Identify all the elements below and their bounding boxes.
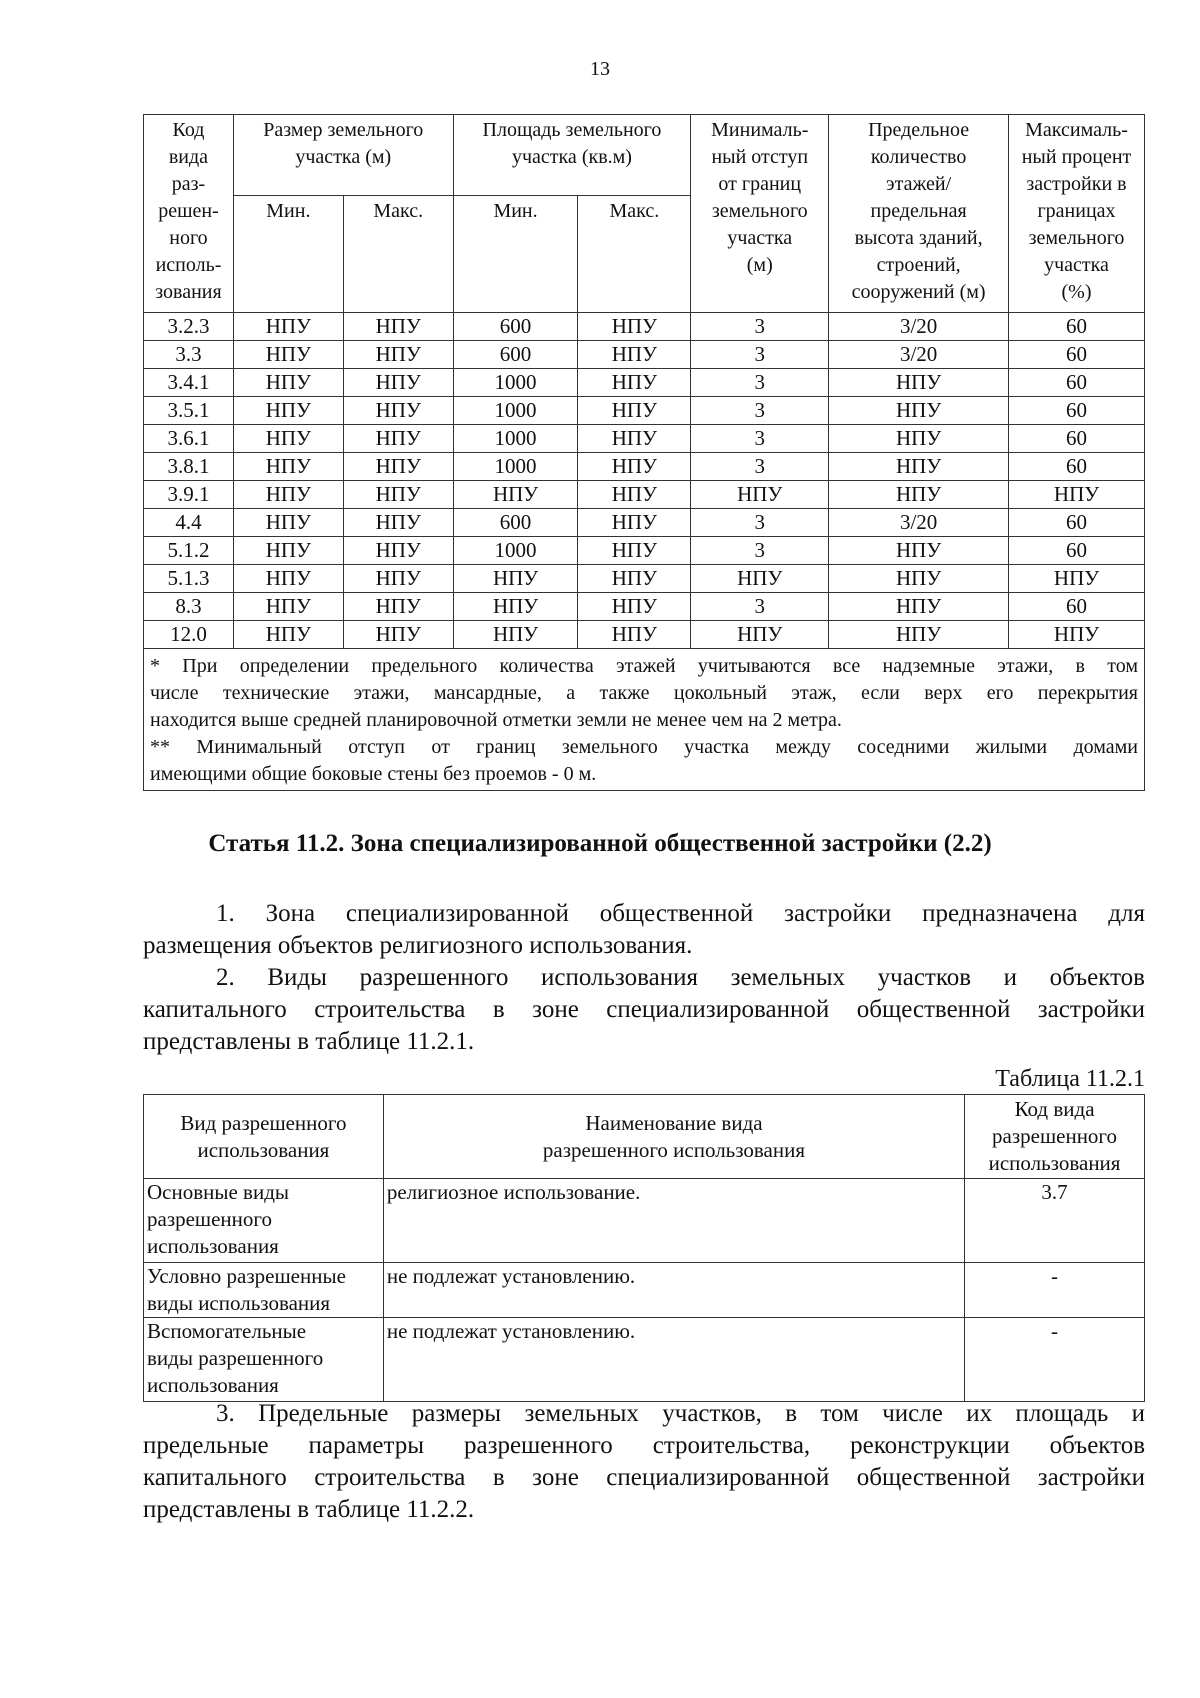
header-name-line: Наименование вида (585, 1110, 763, 1135)
table-cell: НПУ (1009, 565, 1145, 593)
header-floors-line: строений, (876, 254, 961, 276)
table-cell: 600 (453, 509, 578, 537)
table-row (144, 481, 1145, 509)
header-floors-line: этажей/ (886, 173, 952, 195)
table-cell: 60 (1009, 425, 1145, 453)
table-cell: 600 (453, 341, 578, 369)
header-kind-line: использования (197, 1137, 330, 1162)
header-setback-line: от границ (718, 173, 802, 195)
table-cell: 3 (691, 341, 829, 369)
table-header-row (144, 1095, 1145, 1179)
paragraph-line: представлены в таблице 11.2.2. (143, 1496, 475, 1523)
table-cell: 5.1.2 (144, 537, 234, 565)
table-cell: НПУ (343, 425, 453, 453)
table-cell: НПУ (233, 621, 343, 649)
table-cell: НПУ (578, 453, 691, 481)
table-cell: 1000 (453, 425, 578, 453)
page-number: 13 (590, 58, 610, 80)
header-setback (691, 115, 829, 313)
paragraph-line: 2. Виды разрешенного использования земельных участков и объектов (216, 964, 1145, 991)
table-row (144, 397, 1145, 425)
table-cell: 3.4.1 (144, 369, 234, 397)
note-line: находится выше средней планировочной отметки земли не менее чем на 2 метра. (150, 709, 842, 731)
table-cell: НПУ (453, 621, 578, 649)
table-cell: НПУ (829, 593, 1009, 621)
table-cell: 3/20 (829, 341, 1009, 369)
table-cell: 60 (1009, 369, 1145, 397)
table-cell: 1000 (453, 369, 578, 397)
use-kind-cell (144, 1318, 384, 1402)
permitted-uses-table (143, 1094, 1145, 1402)
header-code (965, 1095, 1145, 1179)
header-name (383, 1095, 964, 1179)
header-size (233, 115, 453, 196)
table-cell: 60 (1009, 537, 1145, 565)
table-cell: НПУ (829, 397, 1009, 425)
table-cell: НПУ (343, 369, 453, 397)
header-setback-line: участка (727, 227, 793, 249)
table-cell: 1000 (453, 537, 578, 565)
table-cell: НПУ (343, 565, 453, 593)
table-cell: 1000 (453, 397, 578, 425)
table-cell: НПУ (343, 341, 453, 369)
paragraph-1 (143, 898, 1145, 962)
table-cell: НПУ (453, 593, 578, 621)
use-code-cell: - (965, 1263, 1145, 1318)
table-cell: НПУ (453, 565, 578, 593)
header-coverage (1009, 115, 1145, 313)
table-cell: 60 (1009, 397, 1145, 425)
header-floors-line: сооружений (м) (851, 281, 986, 303)
header-area (453, 115, 691, 196)
table-cell: НПУ (453, 481, 578, 509)
table-cell: 12.0 (144, 621, 234, 649)
header-coverage-line: участка (1044, 254, 1109, 276)
table-cell: НПУ (343, 593, 453, 621)
use-kind-line: Условно разрешенные (147, 1264, 346, 1288)
header-floors-line: высота зданий, (854, 227, 983, 249)
table-cell: 4.4 (144, 509, 234, 537)
use-name-cell: не подлежат установлению. (383, 1263, 964, 1318)
table-row (144, 593, 1145, 621)
table-cell: 3.2.3 (144, 313, 234, 341)
table-cell: НПУ (829, 537, 1009, 565)
header-floors-line: количество (870, 146, 967, 168)
notes-row (144, 649, 1145, 791)
use-kind-line: разрешенного (147, 1207, 272, 1231)
table-cell: НПУ (343, 509, 453, 537)
use-kind-line: виды разрешенного (147, 1346, 324, 1370)
table-cell: 1000 (453, 453, 578, 481)
table-cell: НПУ (343, 481, 453, 509)
table-row (144, 621, 1145, 649)
table-cell: НПУ (233, 313, 343, 341)
table-cell: НПУ (343, 397, 453, 425)
use-name-cell: религиозное использование. (383, 1179, 964, 1263)
table-cell: 60 (1009, 593, 1145, 621)
paragraph-2 (143, 962, 1145, 1058)
header-code-line: разрешенного (992, 1124, 1118, 1148)
header-coverage-line: земельного (1028, 227, 1125, 249)
table-cell: 3.9.1 (144, 481, 234, 509)
header-code-line: исполь- (155, 254, 222, 276)
table-row (144, 453, 1145, 481)
table-cell: НПУ (233, 453, 343, 481)
header-code-line: Код вида (1014, 1097, 1095, 1121)
table-cell: НПУ (233, 537, 343, 565)
header-floors (829, 115, 1009, 313)
table-cell: 3 (691, 509, 829, 537)
header-code-line: решен- (158, 200, 219, 222)
table-cell: НПУ (691, 565, 829, 593)
use-kind-line: Основные виды (147, 1180, 290, 1204)
table-cell: 600 (453, 313, 578, 341)
table-cell: НПУ (233, 481, 343, 509)
header-name-line: разрешенного использования (542, 1137, 806, 1162)
header-coverage-line: (%) (1061, 281, 1092, 303)
paragraph-line: предельные параметры разрешенного строительства, реконструкции объектов (143, 1432, 1145, 1459)
table-cell: 3 (691, 537, 829, 565)
table-cell: 3 (691, 453, 829, 481)
header-coverage-line: ный процент (1021, 146, 1132, 168)
use-code-cell: 3.7 (965, 1179, 1145, 1263)
header-size-line: Размер земельного (263, 119, 424, 141)
table-row (144, 1263, 1145, 1318)
paragraph-line: 1. Зона специализированной общественной застройки предназначена для (216, 900, 1145, 927)
table-cell: 3 (691, 425, 829, 453)
paragraph-3 (143, 1398, 1145, 1526)
table-row (144, 341, 1145, 369)
table-row (144, 537, 1145, 565)
parameters-table (143, 114, 1145, 791)
table-cell: НПУ (233, 341, 343, 369)
table-cell: 3 (691, 593, 829, 621)
table-cell: НПУ (578, 481, 691, 509)
table-row (144, 1179, 1145, 1263)
table-notes (144, 649, 1145, 791)
table-cell: 3.6.1 (144, 425, 234, 453)
table-cell: НПУ (578, 509, 691, 537)
paragraph-line: размещения объектов религиозного использования. (143, 932, 693, 959)
paragraph-line: представлены в таблице 11.2.1. (143, 1028, 475, 1055)
header-setback-line: земельного (711, 200, 808, 222)
use-kind-line: Вспомогательные (147, 1319, 307, 1343)
table-cell: НПУ (343, 453, 453, 481)
table-cell: НПУ (829, 481, 1009, 509)
table-cell: НПУ (233, 565, 343, 593)
table-cell: НПУ (578, 425, 691, 453)
header-setback-line: (м) (746, 254, 773, 276)
table-cell: НПУ (691, 621, 829, 649)
table-cell: НПУ (578, 593, 691, 621)
header-code-line: раз- (171, 173, 206, 195)
table-cell: НПУ (578, 621, 691, 649)
table-cell: НПУ (691, 481, 829, 509)
header-area-line: Площадь земельного (482, 119, 662, 141)
table-cell: НПУ (233, 397, 343, 425)
note-line: числе технические этажи, мансардные, а также цокольный этаж, если верх его перекрытия (150, 682, 1138, 704)
table-cell: 3.5.1 (144, 397, 234, 425)
note-line: * При определении предельного количества этажей учитываются все надземные этажи, в том (150, 655, 1138, 677)
header-code (144, 115, 234, 313)
table-row (144, 1318, 1145, 1402)
header-coverage-line: границах (1037, 200, 1116, 222)
use-kind-line: использования (147, 1234, 279, 1258)
header-setback-line: ный отступ (711, 146, 809, 168)
table-cell: 3 (691, 397, 829, 425)
table-cell: 3/20 (829, 509, 1009, 537)
table-cell: НПУ (578, 369, 691, 397)
use-kind-cell (144, 1179, 384, 1263)
table-cell: НПУ (343, 313, 453, 341)
table-cell: НПУ (829, 369, 1009, 397)
table-row (144, 425, 1145, 453)
table-cell: НПУ (829, 565, 1009, 593)
table-cell: НПУ (578, 313, 691, 341)
use-code-cell: - (965, 1318, 1145, 1402)
table-row (144, 565, 1145, 593)
header-size-max: Макс. (343, 196, 453, 313)
table-cell: 3.8.1 (144, 453, 234, 481)
use-name-cell: не подлежат установлению. (383, 1318, 964, 1402)
header-code-line: Код (172, 119, 205, 141)
header-coverage-line: застройки в (1026, 173, 1127, 195)
header-code-line: вида (168, 146, 209, 168)
table-cell: НПУ (343, 537, 453, 565)
table-cell: НПУ (233, 369, 343, 397)
table-cell: 8.3 (144, 593, 234, 621)
table-cell: НПУ (578, 397, 691, 425)
header-area-line: участка (кв.м) (511, 146, 632, 168)
paragraph-line: капитального строительства в зоне специализированной общественной застройки (143, 996, 1145, 1023)
table-row (144, 313, 1145, 341)
table-row (144, 369, 1145, 397)
use-kind-line: виды использования (147, 1291, 331, 1315)
header-floors-line: Предельное (868, 119, 970, 141)
header-area-max: Макс. (578, 196, 691, 313)
table-cell: НПУ (343, 621, 453, 649)
table-cell: 3.3 (144, 341, 234, 369)
table-cell: 3 (691, 369, 829, 397)
header-kind-line: Вид разрешенного (180, 1110, 347, 1135)
table-cell: НПУ (578, 341, 691, 369)
table-cell: 3 (691, 313, 829, 341)
header-floors-line: предельная (870, 200, 967, 222)
paragraph-line: капитального строительства в зоне специализированной общественной застройки (143, 1464, 1145, 1491)
table-cell: 5.1.3 (144, 565, 234, 593)
note-line: имеющими общие боковые стены без проемов - 0 м. (150, 763, 597, 785)
header-coverage-line: Максималь- (1025, 119, 1128, 141)
article-heading: Статья 11.2. Зона специализированной общественной застройки (2.2) (208, 830, 992, 857)
table-cell: 60 (1009, 341, 1145, 369)
header-kind (144, 1095, 384, 1179)
header-code-line: использования (988, 1151, 1121, 1175)
header-area-min: Мин. (453, 196, 578, 313)
paragraph-line: 3. Предельные размеры земельных участков, в том числе их площадь и (216, 1400, 1145, 1427)
parameters-table-body (144, 313, 1145, 791)
header-size-line: участка (м) (295, 146, 392, 168)
table-cell: 60 (1009, 509, 1145, 537)
table-cell: НПУ (233, 425, 343, 453)
table-cell: 60 (1009, 453, 1145, 481)
table-cell: НПУ (829, 425, 1009, 453)
table-row (144, 509, 1145, 537)
table-cell: НПУ (578, 537, 691, 565)
table-cell: НПУ (1009, 481, 1145, 509)
table-cell: НПУ (233, 593, 343, 621)
note-line: ** Минимальный отступ от границ земельного участка между соседними жилыми домами (150, 736, 1138, 758)
header-code-line: зования (155, 281, 222, 303)
table-cell: НПУ (829, 621, 1009, 649)
table-cell: НПУ (233, 509, 343, 537)
table-cell: НПУ (1009, 621, 1145, 649)
table-cell: 60 (1009, 313, 1145, 341)
header-size-min: Мин. (233, 196, 343, 313)
use-kind-cell (144, 1263, 384, 1318)
header-code-line: ного (169, 227, 208, 249)
table-caption: Таблица 11.2.1 (995, 1066, 1145, 1092)
header-setback-line: Минималь- (711, 119, 809, 141)
table-cell: 3/20 (829, 313, 1009, 341)
table-cell: НПУ (829, 453, 1009, 481)
use-kind-line: использования (147, 1373, 279, 1397)
table-cell: НПУ (578, 565, 691, 593)
